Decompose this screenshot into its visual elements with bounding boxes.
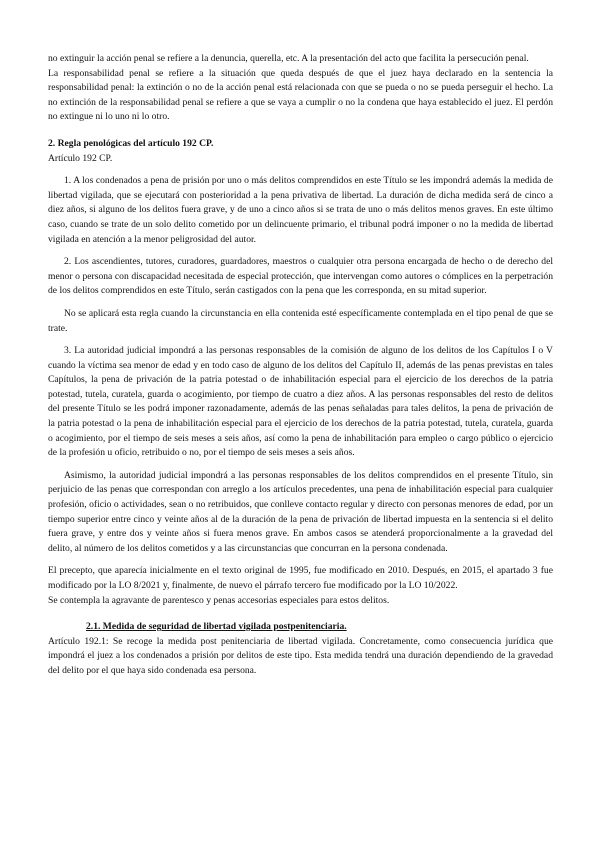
article-paragraph: 2. Los ascendientes, tutores, curadores, guardadores, maestros o cualquier otra persona encargada de hecho o de derecho del menor o persona con discapacidad necesitada de especial protección, que intervengan como autores o cómplices en la perpetración de los delitos comprendidos en este Título, serán castigados con la pena que les corresponda, en su mitad superior. (48, 256, 553, 297)
article-paragraph: No se aplicará esta regla cuando la circunstancia en ella contenida esté específicamente contemplada en el tipo penal de que se trate. (48, 307, 553, 334)
intro-paragraph: no extinguir la acción penal se refiere a la denuncia, querella, etc. A la presentación del acto que facilita la persecución penal. (48, 53, 529, 64)
section-heading: 2. Regla penológicas del artículo 192 CP. (48, 137, 214, 149)
intro-paragraph: La responsabilidad penal se refiere a la situación que queda después de que el juez haya declarado en la sentencia la responsabilidad penal: la extinción o no de la acción penal está relacionada con que se pueda o no se pueda perseguir el hecho. La no extinción de la responsabilidad penal se refiere a que se vaya a cumplir o no la condena que haya establecido el juez. El perdón no extingue ni lo uno ni lo otro. (48, 67, 553, 123)
article-paragraph: 1. A los condenados a pena de prisión por uno o más delitos comprendidos en este Título se les impondrá además la medida de libertad vigilada, que se ejecutará con posterioridad a la pena privativa de libertad. La duración de dicha medida será de cinco a diez años, si alguno de los delitos fuera grave, y de uno a cinco años si se trata de uno o más delitos menos graves. En este último caso, cuando se trate de un solo delito cometido por un delincuente primario, el tribunal podrá imponer o no la medida de libertad vigilada en atención a la menor peligrosidad del autor. (48, 175, 553, 245)
article-label: Artículo 192 CP. (48, 152, 113, 164)
subsection-paragraph: Artículo 192.1: Se recoge la medida post penitenciaria de libertad vigilada. Concretamente, como consecuencia jurídica que impondrá el juez a los condenados a prisión por delitos de este tipo. Esta medida tendrá una duración dependiendo de la gravedad del delito por el que haya sido condenada esa persona. (48, 635, 553, 676)
commentary-paragraph: El precepto, que aparecía inicialmente en el texto original de 1995, fue modificado en 2010. Después, en 2015, el apartado 3 fue modificado por la LO 8/2021 y, finalmente, de nuevo el párrafo tercero fue modificado por la LO 10/2022. (48, 565, 553, 591)
article-paragraph: Asimismo, la autoridad judicial impondrá a las personas responsables de los delitos comprendidos en el presente Título, sin perjuicio de las penas que correspondan con arreglo a los artículos precedentes, una pena de inhabilitación especial para cualquier profesión, oficio o actividades, sean o no retribuidos, que conlleve contacto regular y directo con personas menores de edad, por un tiempo superior entre cinco y veinte años al de la duración de la pena de privación de libertad impuesta en la sentencia si el delito fuera grave, y entre dos y veinte años si fuera menos grave. En ambos casos se atenderá proporcionalmente a la gravedad del delito, al número de los delitos cometidos y a las circunstancias que concurran en la persona condenada. (48, 469, 553, 554)
subsection-heading: 2.1. Medida de seguridad de libertad vigilada postpenitenciaria. (86, 621, 347, 633)
commentary-paragraph: Se contempla la agravante de parentesco y penas accesorias especiales para estos delitos. (48, 594, 390, 606)
document-page (48, 52, 553, 679)
article-paragraph: 3. La autoridad judicial impondrá a las personas responsables de la comisión de alguno de los delitos de los Capítulos I o V cuando la víctima sea menor de edad y en todo caso de alguno de los delitos del Capítulo II, además de las penas previstas en tales Capítulos, la pena de privación de la patria potestad o de inhabilitación especial para el ejercicio de los derechos de la patria potestad, tutela, curatela, guarda o acogimiento, por tiempo de cuatro a diez años. A las personas responsables del resto de delitos del presente Título se les podrá imponer razonadamente, además de las penas señaladas para tales delitos, la pena de privación de la patria potestad o la pena de inhabilitación especial para el ejercicio de los derechos de la patria potestad, tutela, curatela, guarda o acogimiento, por el tiempo de seis meses a seis años, así como la pena de inhabilitación para empleo o cargo público o ejercicio de la profesión u oficio, retribuido o no, por el tiempo de seis meses a seis años. (48, 345, 553, 459)
